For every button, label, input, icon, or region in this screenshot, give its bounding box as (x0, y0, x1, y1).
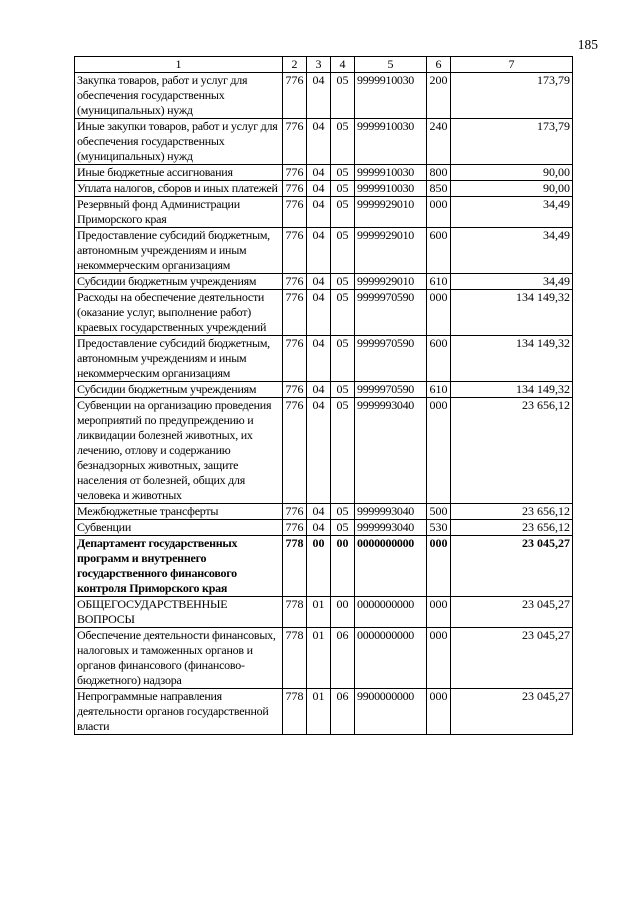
cell-expense-type-code: 000 (427, 597, 451, 628)
cell-subsection-code: 05 (331, 197, 355, 228)
cell-section-code: 04 (307, 181, 331, 197)
column-header: 7 (451, 57, 573, 73)
cell-ministry-code: 776 (283, 181, 307, 197)
cell-ministry-code: 776 (283, 197, 307, 228)
cell-name: Закупка товаров, работ и услуг для обеспечения государственных (муниципальных) нужд (75, 73, 283, 119)
cell-amount: 23 045,27 (451, 597, 573, 628)
cell-amount: 34,49 (451, 228, 573, 274)
cell-target-code: 9999970590 (355, 336, 427, 382)
cell-amount: 23 656,12 (451, 520, 573, 536)
table-row (75, 536, 573, 597)
cell-expense-type-code: 000 (427, 398, 451, 504)
cell-name: Непрограммные направления деятельности органов государственной власти (75, 689, 283, 735)
cell-expense-type-code: 610 (427, 274, 451, 290)
cell-target-code: 9999910030 (355, 119, 427, 165)
table-row (75, 165, 573, 181)
cell-amount: 23 045,27 (451, 536, 573, 597)
table-row (75, 197, 573, 228)
cell-section-code: 04 (307, 336, 331, 382)
cell-target-code: 9999970590 (355, 382, 427, 398)
cell-ministry-code: 776 (283, 119, 307, 165)
cell-subsection-code: 05 (331, 398, 355, 504)
cell-target-code: 9999993040 (355, 520, 427, 536)
cell-target-code: 0000000000 (355, 597, 427, 628)
cell-name: Департамент государственных программ и внутреннего государственного финансового контроля Приморского края (75, 536, 283, 597)
cell-expense-type-code: 600 (427, 228, 451, 274)
budget-table (74, 56, 573, 735)
cell-amount: 34,49 (451, 197, 573, 228)
cell-name: Субвенции на организацию проведения мероприятий по предупреждению и ликвидации болезней животных, их лечению, отлову и содержанию безнадзорных животных, защите населения от болезней, общих для человека и животных (75, 398, 283, 504)
cell-subsection-code: 05 (331, 336, 355, 382)
cell-subsection-code: 05 (331, 290, 355, 336)
cell-subsection-code: 05 (331, 119, 355, 165)
cell-subsection-code: 00 (331, 597, 355, 628)
cell-section-code: 04 (307, 290, 331, 336)
table-row (75, 628, 573, 689)
column-header: 1 (75, 57, 283, 73)
cell-expense-type-code: 000 (427, 536, 451, 597)
cell-ministry-code: 776 (283, 398, 307, 504)
cell-expense-type-code: 600 (427, 336, 451, 382)
table-row (75, 382, 573, 398)
cell-subsection-code: 05 (331, 520, 355, 536)
table-row (75, 119, 573, 165)
cell-name: Субсидии бюджетным учреждениям (75, 274, 283, 290)
cell-section-code: 04 (307, 398, 331, 504)
cell-amount: 23 045,27 (451, 628, 573, 689)
cell-amount: 23 656,12 (451, 504, 573, 520)
cell-name: Резервный фонд Администрации Приморского края (75, 197, 283, 228)
table-row (75, 274, 573, 290)
table-row (75, 689, 573, 735)
cell-ministry-code: 776 (283, 520, 307, 536)
cell-ministry-code: 776 (283, 165, 307, 181)
cell-ministry-code: 778 (283, 689, 307, 735)
cell-target-code: 9999929010 (355, 228, 427, 274)
cell-target-code: 9999970590 (355, 290, 427, 336)
cell-expense-type-code: 800 (427, 165, 451, 181)
cell-target-code: 9999910030 (355, 165, 427, 181)
header-row (75, 57, 573, 73)
cell-ministry-code: 776 (283, 504, 307, 520)
cell-expense-type-code: 850 (427, 181, 451, 197)
column-header: 4 (331, 57, 355, 73)
cell-section-code: 04 (307, 165, 331, 181)
cell-target-code: 9999910030 (355, 181, 427, 197)
cell-section-code: 04 (307, 73, 331, 119)
cell-section-code: 04 (307, 119, 331, 165)
table-body (75, 73, 573, 735)
cell-section-code: 00 (307, 536, 331, 597)
cell-amount: 134 149,32 (451, 290, 573, 336)
cell-subsection-code: 06 (331, 628, 355, 689)
cell-expense-type-code: 000 (427, 197, 451, 228)
cell-name: Иные закупки товаров, работ и услуг для обеспечения государственных (муниципальных) нужд (75, 119, 283, 165)
cell-subsection-code: 00 (331, 536, 355, 597)
cell-target-code: 9999910030 (355, 73, 427, 119)
cell-section-code: 04 (307, 228, 331, 274)
cell-amount: 173,79 (451, 119, 573, 165)
cell-expense-type-code: 610 (427, 382, 451, 398)
cell-expense-type-code: 000 (427, 628, 451, 689)
cell-ministry-code: 778 (283, 536, 307, 597)
cell-section-code: 04 (307, 520, 331, 536)
cell-amount: 34,49 (451, 274, 573, 290)
cell-target-code: 9900000000 (355, 689, 427, 735)
cell-target-code: 9999929010 (355, 197, 427, 228)
column-header: 2 (283, 57, 307, 73)
table-row (75, 228, 573, 274)
cell-amount: 173,79 (451, 73, 573, 119)
cell-target-code: 9999993040 (355, 504, 427, 520)
cell-name: Иные бюджетные ассигнования (75, 165, 283, 181)
cell-name: Обеспечение деятельности финансовых, налоговых и таможенных органов и органов финансового (финансово-бюджетного) надзора (75, 628, 283, 689)
cell-subsection-code: 05 (331, 504, 355, 520)
table-row (75, 597, 573, 628)
cell-target-code: 0000000000 (355, 628, 427, 689)
cell-expense-type-code: 200 (427, 73, 451, 119)
cell-amount: 134 149,32 (451, 382, 573, 398)
cell-ministry-code: 778 (283, 628, 307, 689)
cell-ministry-code: 776 (283, 228, 307, 274)
cell-expense-type-code: 500 (427, 504, 451, 520)
cell-expense-type-code: 530 (427, 520, 451, 536)
table-row (75, 398, 573, 504)
cell-name: Расходы на обеспечение деятельности (оказание услуг, выполнение работ) краевых государственных учреждений (75, 290, 283, 336)
cell-section-code: 04 (307, 382, 331, 398)
cell-amount: 23 045,27 (451, 689, 573, 735)
cell-amount: 90,00 (451, 181, 573, 197)
cell-section-code: 04 (307, 197, 331, 228)
cell-subsection-code: 05 (331, 73, 355, 119)
cell-expense-type-code: 000 (427, 290, 451, 336)
column-header: 3 (307, 57, 331, 73)
cell-ministry-code: 778 (283, 597, 307, 628)
cell-ministry-code: 776 (283, 290, 307, 336)
cell-ministry-code: 776 (283, 274, 307, 290)
cell-subsection-code: 05 (331, 165, 355, 181)
cell-section-code: 01 (307, 689, 331, 735)
cell-expense-type-code: 240 (427, 119, 451, 165)
cell-target-code: 0000000000 (355, 536, 427, 597)
cell-target-code: 9999993040 (355, 398, 427, 504)
cell-name: ОБЩЕГОСУДАРСТВЕННЫЕ ВОПРОСЫ (75, 597, 283, 628)
cell-subsection-code: 05 (331, 228, 355, 274)
cell-ministry-code: 776 (283, 73, 307, 119)
cell-amount: 134 149,32 (451, 336, 573, 382)
cell-target-code: 9999929010 (355, 274, 427, 290)
cell-subsection-code: 05 (331, 382, 355, 398)
cell-section-code: 04 (307, 274, 331, 290)
table-row (75, 290, 573, 336)
cell-section-code: 01 (307, 628, 331, 689)
column-header: 5 (355, 57, 427, 73)
cell-subsection-code: 05 (331, 181, 355, 197)
cell-section-code: 01 (307, 597, 331, 628)
cell-name: Межбюджетные трансферты (75, 504, 283, 520)
table-row (75, 181, 573, 197)
cell-section-code: 04 (307, 504, 331, 520)
cell-name: Субвенции (75, 520, 283, 536)
cell-name: Предоставление субсидий бюджетным, автономным учреждениям и иным некоммерческим организациям (75, 228, 283, 274)
table-row (75, 504, 573, 520)
cell-expense-type-code: 000 (427, 689, 451, 735)
cell-ministry-code: 776 (283, 336, 307, 382)
table-row (75, 520, 573, 536)
table-row (75, 73, 573, 119)
cell-subsection-code: 05 (331, 274, 355, 290)
cell-amount: 90,00 (451, 165, 573, 181)
column-header: 6 (427, 57, 451, 73)
cell-name: Уплата налогов, сборов и иных платежей (75, 181, 283, 197)
cell-subsection-code: 06 (331, 689, 355, 735)
cell-amount: 23 656,12 (451, 398, 573, 504)
cell-name: Предоставление субсидий бюджетным, автономным учреждениям и иным некоммерческим организациям (75, 336, 283, 382)
cell-name: Субсидии бюджетным учреждениям (75, 382, 283, 398)
cell-ministry-code: 776 (283, 382, 307, 398)
table-row (75, 336, 573, 382)
page-number: 185 (577, 37, 598, 52)
